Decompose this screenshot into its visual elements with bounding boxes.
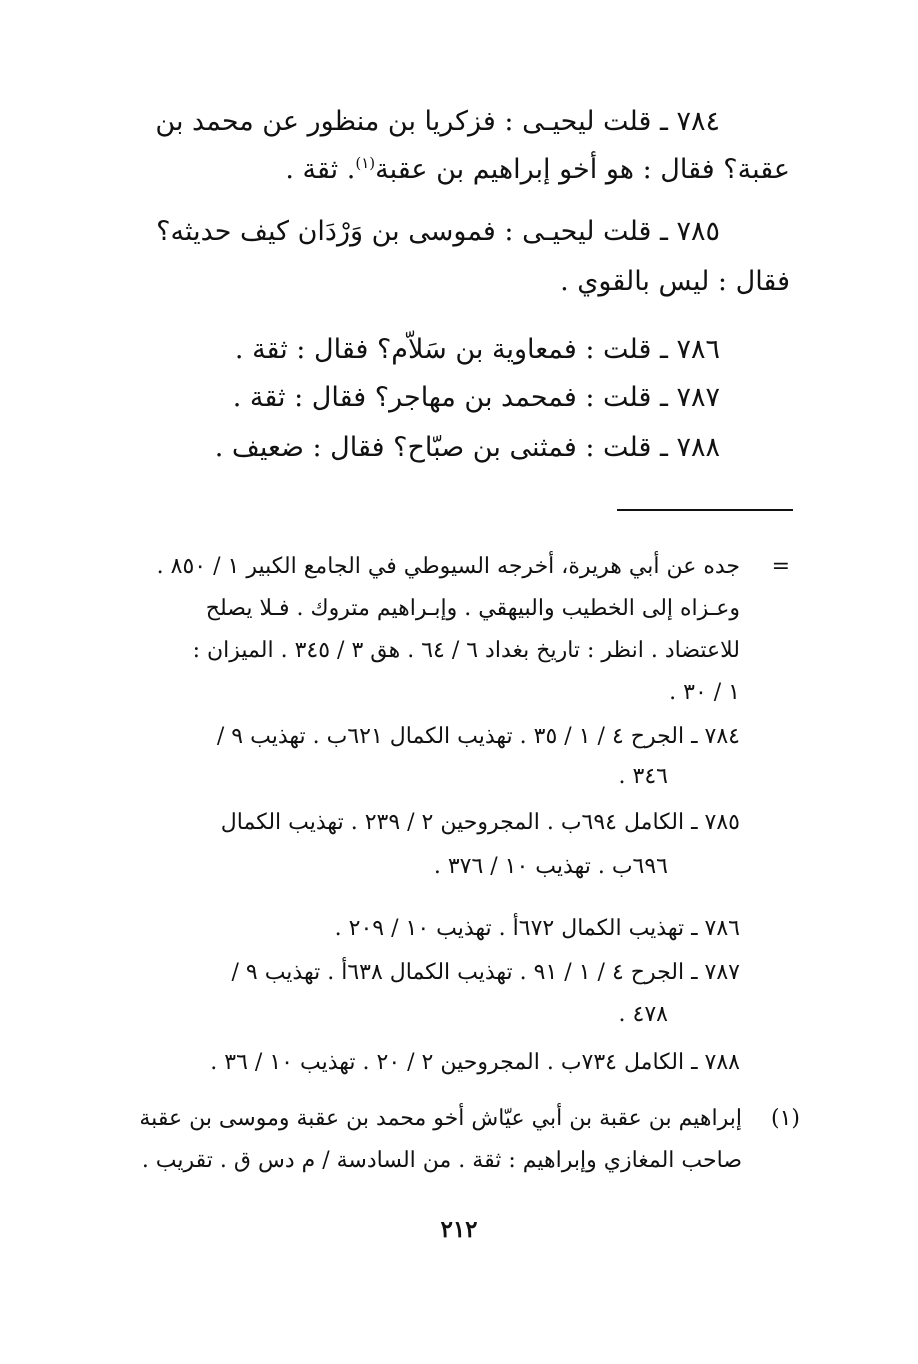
- entry-786: ٧٨٦ ـ قلت : فمعاوية بن سَلاّم؟ فقال : ثقة .: [234, 334, 720, 365]
- note-0-line-1: جده عن أبي هريرة، أخرجه السيوطي في الجامع الكبير ١ / ٨٥٠ .: [156, 554, 740, 579]
- note-0-line-2: وعـزاه إلى الخطيب والبيهقي . وإبـراهيم متروك . فـلا يصلح: [205, 596, 740, 621]
- note-785-line-1: ٧٨٥ ـ الكامل ٦٩٤ب . المجروحين ٢ / ٢٣٩ . تهذيب الكمال: [220, 810, 740, 835]
- entry-784-line-2-end: . ثقة .: [285, 154, 356, 185]
- note-786: ٧٨٦ ـ تهذيب الكمال ٦٧٢أ . تهذيب ١٠ / ٢٠٩ .: [334, 916, 740, 941]
- footnote-separator: [617, 509, 793, 511]
- entry-784-line-2: [285, 156, 790, 183]
- note-0-line-3: للاعتضاد . انظر : تاريخ بغداد ٦ / ٦٤ . هق ٣ / ٣٤٥ . الميزان :: [192, 638, 740, 663]
- footnote-1-marker: (١): [770, 1106, 800, 1131]
- note-787-line-2: ٤٧٨ .: [618, 1002, 668, 1027]
- footnote-ref-1[interactable]: (١): [355, 154, 376, 172]
- note-787-line-1: ٧٨٧ ـ الجرح ٤ / ١ / ٩١ . تهذيب الكمال ٦٣٨أ . تهذيب ٩ /: [231, 960, 740, 985]
- footnote-1-line-1: إبراهيم بن عقبة بن أبي عيّاش أخو محمد بن عقبة وموسى بن عقبة: [139, 1106, 742, 1131]
- note-784-line-1: ٧٨٤ ـ الجرح ٤ / ١ / ٣٥ . تهذيب الكمال ٦٢١ب . تهذيب ٩ /: [216, 724, 740, 749]
- page-number: ٢١٢: [440, 1216, 478, 1243]
- note-784-line-2: ٣٤٦ .: [618, 764, 668, 789]
- entry-785-line-2: فقال : ليس بالقوي .: [560, 266, 790, 297]
- footnote-1-line-2: صاحب المغازي وإبراهيم : ثقة . من السادسة / م دس ق . تقريب .: [141, 1148, 742, 1173]
- entry-784-line-1: ٧٨٤ ـ قلت ليحيـى : فزكريا بن منظور عن محمد بن: [155, 106, 720, 137]
- note-788: ٧٨٨ ـ الكامل ٧٣٤ب . المجروحين ٢ / ٢٠ . تهذيب ١٠ / ٣٦ .: [210, 1050, 740, 1075]
- note-continuation-marker: =: [771, 554, 790, 579]
- entry-784-line-2-text: عقبة؟ فقال : هو أخو إبراهيم بن عقبة: [375, 154, 790, 185]
- entry-788: ٧٨٨ ـ قلت : فمثنى بن صبّاح؟ فقال : ضعيف .: [214, 432, 720, 463]
- note-785-line-2: ٦٩٦ب . تهذيب ١٠ / ٣٧٦ .: [433, 854, 668, 879]
- entry-785-line-1: ٧٨٥ ـ قلت ليحيـى : فموسى بن وَرْدَان كيف حديثه؟: [156, 216, 720, 247]
- entry-787: ٧٨٧ ـ قلت : فمحمد بن مهاجر؟ فقال : ثقة .: [232, 382, 720, 413]
- note-0-line-4: ١ / ٣٠ .: [669, 680, 740, 705]
